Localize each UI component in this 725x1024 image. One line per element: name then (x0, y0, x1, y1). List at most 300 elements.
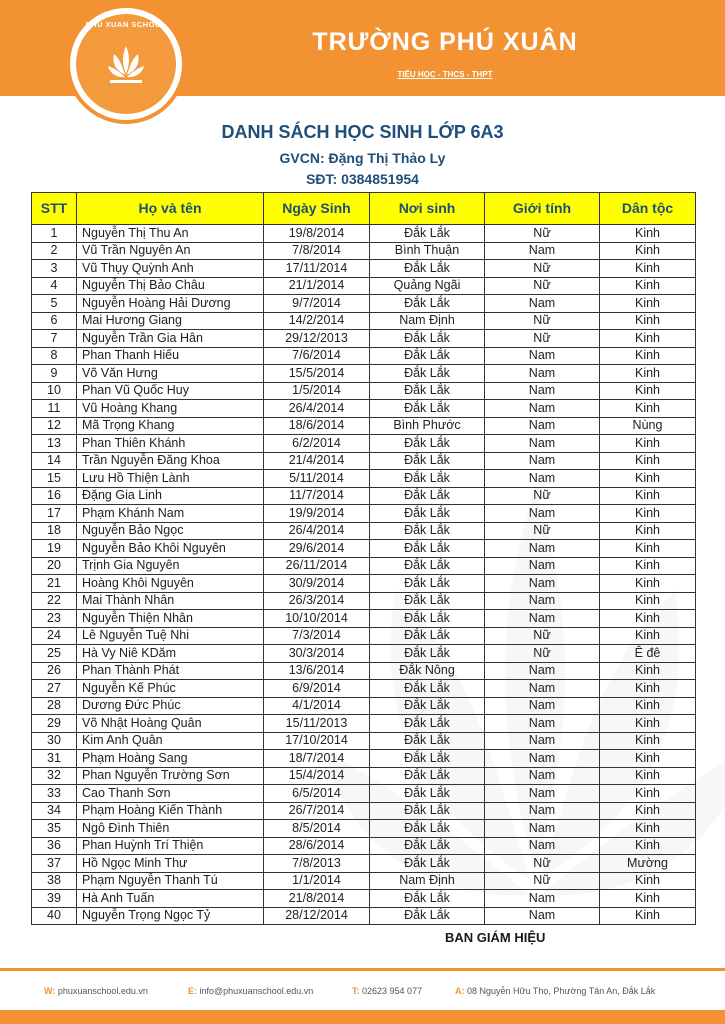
birthplace-cell: Đắk Lắk (370, 890, 485, 908)
gender-cell: Nam (485, 400, 600, 418)
birthdate-cell: 26/3/2014 (264, 592, 370, 610)
ethnicity-cell: Kinh (600, 470, 696, 488)
gender-cell: Nữ (485, 627, 600, 645)
ethnicity-cell: Kinh (600, 557, 696, 575)
logo-text: PHU XUAN SCHOOL (85, 20, 167, 29)
ethnicity-cell: Kinh (600, 872, 696, 890)
stt-cell: 10 (32, 382, 77, 400)
ethnicity-cell: Kinh (600, 330, 696, 348)
table-row (32, 417, 696, 435)
birthdate-cell: 26/4/2014 (264, 522, 370, 540)
table-row (32, 382, 696, 400)
birthplace-cell: Đắk Lắk (370, 837, 485, 855)
birthplace-cell: Đắk Nông (370, 662, 485, 680)
stt-cell: 30 (32, 732, 77, 750)
name-cell: Mai Hương Giang (77, 312, 264, 330)
table-row (32, 785, 696, 803)
address-text: 08 Nguyễn Hữu Thọ, Phường Tân An, Đắk Lắk (467, 986, 656, 996)
name-cell: Nguyễn Bảo Khôi Nguyên (77, 540, 264, 558)
stt-cell: 2 (32, 242, 77, 260)
birthplace-cell: Đắk Lắk (370, 855, 485, 873)
column-header-gender: Giới tính (485, 193, 600, 225)
birthplace-cell: Đắk Lắk (370, 540, 485, 558)
birthdate-cell: 11/7/2014 (264, 487, 370, 505)
stt-cell: 14 (32, 452, 77, 470)
footer-phone (352, 986, 422, 996)
name-cell: Phan Thanh Hiếu (77, 347, 264, 365)
phone-label: T: (352, 986, 360, 996)
name-cell: Phạm Khánh Nam (77, 505, 264, 523)
birthplace-cell: Đắk Lắk (370, 400, 485, 418)
stt-cell: 18 (32, 522, 77, 540)
birthplace-cell: Đắk Lắk (370, 697, 485, 715)
ethnicity-cell: Kinh (600, 837, 696, 855)
name-cell: Phạm Hoàng Sang (77, 750, 264, 768)
table-row (32, 225, 696, 243)
school-name: TRƯỜNG PHÚ XUÂN (312, 28, 578, 56)
table-row (32, 522, 696, 540)
birthdate-cell: 18/7/2014 (264, 750, 370, 768)
stt-cell: 9 (32, 365, 77, 383)
ethnicity-cell: Kinh (600, 680, 696, 698)
birthdate-cell: 8/5/2014 (264, 820, 370, 838)
name-cell: Vũ Thụy Quỳnh Anh (77, 260, 264, 278)
ethnicity-cell: Kinh (600, 487, 696, 505)
gender-cell: Nam (485, 697, 600, 715)
column-header-name: Họ và tên (77, 193, 264, 225)
ethnicity-cell: Kinh (600, 750, 696, 768)
table-row (32, 610, 696, 628)
name-cell: Đặng Gia Linh (77, 487, 264, 505)
stt-cell: 29 (32, 715, 77, 733)
table-row (32, 750, 696, 768)
ethnicity-cell: Kinh (600, 260, 696, 278)
gender-cell: Nam (485, 592, 600, 610)
gender-cell: Nam (485, 890, 600, 908)
table-row (32, 330, 696, 348)
gender-cell: Nam (485, 837, 600, 855)
table-row (32, 242, 696, 260)
address-label: A: (455, 986, 465, 996)
stt-cell: 17 (32, 505, 77, 523)
birthplace-cell: Đắk Lắk (370, 627, 485, 645)
stt-cell: 32 (32, 767, 77, 785)
gender-cell: Nam (485, 347, 600, 365)
gender-cell: Nam (485, 680, 600, 698)
stt-cell: 24 (32, 627, 77, 645)
birthdate-cell: 6/2/2014 (264, 435, 370, 453)
birthdate-cell: 1/1/2014 (264, 872, 370, 890)
table-row (32, 452, 696, 470)
ethnicity-cell: Kinh (600, 365, 696, 383)
table-row (32, 802, 696, 820)
school-levels: TIỂU HỌC - THCS - THPT (397, 70, 493, 79)
birthplace-cell: Đắk Lắk (370, 785, 485, 803)
birthdate-cell: 6/9/2014 (264, 680, 370, 698)
footer-website[interactable] (44, 986, 148, 996)
column-header-stt: STT (32, 193, 77, 225)
stt-cell: 1 (32, 225, 77, 243)
gender-cell: Nam (485, 662, 600, 680)
ethnicity-cell: Kinh (600, 575, 696, 593)
table-row (32, 645, 696, 663)
footer-address (455, 986, 655, 996)
ethnicity-cell: Kinh (600, 522, 696, 540)
table-row (32, 260, 696, 278)
ethnicity-cell: Nùng (600, 417, 696, 435)
ethnicity-cell: Kinh (600, 505, 696, 523)
gender-cell: Nam (485, 435, 600, 453)
gender-cell: Nữ (485, 330, 600, 348)
ethnicity-cell: Kinh (600, 802, 696, 820)
name-cell: Nguyễn Thị Thu An (77, 225, 264, 243)
table-row (32, 505, 696, 523)
gender-cell: Nam (485, 750, 600, 768)
ethnicity-cell: Kinh (600, 610, 696, 628)
birthplace-cell: Đắk Lắk (370, 452, 485, 470)
name-cell: Nguyễn Thiện Nhân (77, 610, 264, 628)
birthplace-cell: Đắk Lắk (370, 715, 485, 733)
name-cell: Hồ Ngọc Minh Thư (77, 855, 264, 873)
table-row (32, 907, 696, 925)
table-row (32, 312, 696, 330)
table-row (32, 837, 696, 855)
ethnicity-cell: Mường (600, 855, 696, 873)
ethnicity-cell: Kinh (600, 627, 696, 645)
logo-emblem (76, 14, 176, 114)
gender-cell: Nam (485, 732, 600, 750)
gender-cell: Nam (485, 365, 600, 383)
name-cell: Kim Anh Quân (77, 732, 264, 750)
phone-text: 02623 954 077 (362, 986, 423, 996)
gender-cell: Nam (485, 802, 600, 820)
footer (0, 986, 725, 1002)
stt-cell: 19 (32, 540, 77, 558)
school-logo (66, 4, 186, 124)
website-label: W: (44, 986, 56, 996)
name-cell: Lưu Hồ Thiện Lành (77, 470, 264, 488)
name-cell: Trần Nguyễn Đăng Khoa (77, 452, 264, 470)
birthplace-cell: Đắk Lắk (370, 260, 485, 278)
birthdate-cell: 21/8/2014 (264, 890, 370, 908)
birthdate-cell: 7/6/2014 (264, 347, 370, 365)
gender-cell: Nữ (485, 855, 600, 873)
name-cell: Vũ Hoàng Khang (77, 400, 264, 418)
table-row (32, 732, 696, 750)
name-cell: Mã Trọng Khang (77, 417, 264, 435)
gender-cell: Nam (485, 820, 600, 838)
column-header-birthplace: Nơi sinh (370, 193, 485, 225)
name-cell: Phan Huỳnh Trí Thiện (77, 837, 264, 855)
gender-cell: Nữ (485, 522, 600, 540)
ethnicity-cell: Kinh (600, 312, 696, 330)
gender-cell: Nữ (485, 487, 600, 505)
name-cell: Võ Nhật Hoàng Quân (77, 715, 264, 733)
birthdate-cell: 26/4/2014 (264, 400, 370, 418)
name-cell: Hoàng Khôi Nguyên (77, 575, 264, 593)
birthplace-cell: Đắk Lắk (370, 295, 485, 313)
document-title: DANH SÁCH HỌC SINH LỚP 6A3 (221, 122, 504, 142)
ethnicity-cell: Kinh (600, 295, 696, 313)
stt-cell: 16 (32, 487, 77, 505)
ethnicity-cell: Kinh (600, 715, 696, 733)
homeroom-teacher: GVCN: Đặng Thị Thảo Ly (279, 150, 446, 166)
ethnicity-cell: Kinh (600, 662, 696, 680)
birthdate-cell: 30/3/2014 (264, 645, 370, 663)
birthplace-cell: Bình Thuận (370, 242, 485, 260)
stt-cell: 7 (32, 330, 77, 348)
birthdate-cell: 10/10/2014 (264, 610, 370, 628)
name-cell: Phan Nguyễn Trường Sơn (77, 767, 264, 785)
stt-cell: 15 (32, 470, 77, 488)
gender-cell: Nam (485, 452, 600, 470)
birthdate-cell: 29/12/2013 (264, 330, 370, 348)
ethnicity-cell: Kinh (600, 242, 696, 260)
ethnicity-cell: Kinh (600, 785, 696, 803)
birthdate-cell: 6/5/2014 (264, 785, 370, 803)
name-cell: Võ Văn Hưng (77, 365, 264, 383)
stt-cell: 31 (32, 750, 77, 768)
birthdate-cell: 28/12/2014 (264, 907, 370, 925)
table-row (32, 715, 696, 733)
birthplace-cell: Nam Định (370, 312, 485, 330)
ethnicity-cell: Kinh (600, 767, 696, 785)
name-cell: Nguyễn Trần Gia Hân (77, 330, 264, 348)
birthplace-cell: Đắk Lắk (370, 767, 485, 785)
gender-cell: Nam (485, 575, 600, 593)
gender-cell: Nam (485, 767, 600, 785)
name-cell: Nguyễn Bảo Ngọc (77, 522, 264, 540)
name-cell: Phan Thành Phát (77, 662, 264, 680)
website-text: phuxuanschool.edu.vn (57, 986, 148, 996)
stt-cell: 8 (32, 347, 77, 365)
stt-cell: 13 (32, 435, 77, 453)
gender-cell: Nam (485, 505, 600, 523)
table-row (32, 872, 696, 890)
stt-cell: 3 (32, 260, 77, 278)
name-cell: Vũ Trần Nguyên An (77, 242, 264, 260)
birthplace-cell: Quảng Ngãi (370, 277, 485, 295)
table-row (32, 697, 696, 715)
birthplace-cell: Đắk Lắk (370, 750, 485, 768)
ethnicity-cell: Kinh (600, 540, 696, 558)
ethnicity-cell: Kinh (600, 592, 696, 610)
birthdate-cell: 17/10/2014 (264, 732, 370, 750)
birthplace-cell: Đắk Lắk (370, 575, 485, 593)
lotus-icon (96, 34, 156, 94)
birthdate-cell: 13/6/2014 (264, 662, 370, 680)
gender-cell: Nam (485, 715, 600, 733)
stt-cell: 20 (32, 557, 77, 575)
birthplace-cell: Đắk Lắk (370, 435, 485, 453)
birthdate-cell: 5/11/2014 (264, 470, 370, 488)
birthplace-cell: Đắk Lắk (370, 732, 485, 750)
ethnicity-cell: Kinh (600, 907, 696, 925)
name-cell: Phạm Nguyễn Thanh Tú (77, 872, 264, 890)
table-row (32, 627, 696, 645)
name-cell: Nguyễn Thị Bảo Châu (77, 277, 264, 295)
birthplace-cell: Đắk Lắk (370, 610, 485, 628)
table-row (32, 540, 696, 558)
ethnicity-cell: Kinh (600, 890, 696, 908)
birthplace-cell: Đắk Lắk (370, 505, 485, 523)
stt-cell: 12 (32, 417, 77, 435)
birthdate-cell: 19/9/2014 (264, 505, 370, 523)
name-cell: Cao Thanh Sơn (77, 785, 264, 803)
birthplace-cell: Đắk Lắk (370, 802, 485, 820)
table-header-row (32, 193, 696, 225)
table-row (32, 277, 696, 295)
name-cell: Hà Vy Niê KDăm (77, 645, 264, 663)
table-row (32, 890, 696, 908)
stt-cell: 25 (32, 645, 77, 663)
gender-cell: Nam (485, 610, 600, 628)
stt-cell: 34 (32, 802, 77, 820)
birthdate-cell: 26/11/2014 (264, 557, 370, 575)
birthplace-cell: Đắk Lắk (370, 680, 485, 698)
table-row (32, 855, 696, 873)
stt-cell: 38 (32, 872, 77, 890)
table-row (32, 767, 696, 785)
stt-cell: 4 (32, 277, 77, 295)
stt-cell: 40 (32, 907, 77, 925)
name-cell: Trịnh Gia Nguyên (77, 557, 264, 575)
birthplace-cell: Đắk Lắk (370, 365, 485, 383)
birthplace-cell: Nam Định (370, 872, 485, 890)
birthdate-cell: 21/4/2014 (264, 452, 370, 470)
birthdate-cell: 26/7/2014 (264, 802, 370, 820)
birthdate-cell: 14/2/2014 (264, 312, 370, 330)
gender-cell: Nam (485, 417, 600, 435)
birthplace-cell: Đắk Lắk (370, 592, 485, 610)
footer-band (0, 1010, 725, 1024)
gender-cell: Nam (485, 242, 600, 260)
footer-email[interactable] (188, 986, 313, 996)
teacher-phone: SĐT: 0384851954 (306, 171, 419, 187)
table-row (32, 400, 696, 418)
gender-cell: Nam (485, 907, 600, 925)
table-row (32, 662, 696, 680)
birthplace-cell: Đắk Lắk (370, 522, 485, 540)
birthplace-cell: Đắk Lắk (370, 382, 485, 400)
table-row (32, 487, 696, 505)
table-body (32, 225, 696, 925)
ethnicity-cell: Kinh (600, 452, 696, 470)
gender-cell: Nam (485, 295, 600, 313)
ethnicity-cell: Kinh (600, 435, 696, 453)
stt-cell: 23 (32, 610, 77, 628)
ethnicity-cell: Ê đê (600, 645, 696, 663)
name-cell: Dương Đức Phúc (77, 697, 264, 715)
stt-cell: 36 (32, 837, 77, 855)
stt-cell: 6 (32, 312, 77, 330)
gender-cell: Nữ (485, 872, 600, 890)
student-roster-table (31, 192, 696, 925)
birthplace-cell: Đắk Lắk (370, 330, 485, 348)
stt-cell: 26 (32, 662, 77, 680)
birthdate-cell: 29/6/2014 (264, 540, 370, 558)
table-row (32, 435, 696, 453)
stt-cell: 27 (32, 680, 77, 698)
name-cell: Phạm Hoàng Kiến Thành (77, 802, 264, 820)
birthdate-cell: 21/1/2014 (264, 277, 370, 295)
name-cell: Phan Thiên Khánh (77, 435, 264, 453)
birthdate-cell: 19/8/2014 (264, 225, 370, 243)
name-cell: Phan Vũ Quốc Huy (77, 382, 264, 400)
birthplace-cell: Đắk Lắk (370, 645, 485, 663)
column-header-ethnicity: Dân tộc (600, 193, 696, 225)
name-cell: Nguyễn Hoàng Hải Dương (77, 295, 264, 313)
birthplace-cell: Đắk Lắk (370, 487, 485, 505)
stt-cell: 5 (32, 295, 77, 313)
ethnicity-cell: Kinh (600, 277, 696, 295)
name-cell: Mai Thành Nhân (77, 592, 264, 610)
table-row (32, 557, 696, 575)
gender-cell: Nam (485, 557, 600, 575)
signature-label: BAN GIÁM HIỆU (445, 930, 546, 945)
birthdate-cell: 7/8/2013 (264, 855, 370, 873)
table-row (32, 470, 696, 488)
birthdate-cell: 18/6/2014 (264, 417, 370, 435)
stt-cell: 28 (32, 697, 77, 715)
name-cell: Hà Anh Tuấn (77, 890, 264, 908)
gender-cell: Nữ (485, 225, 600, 243)
table-row (32, 592, 696, 610)
birthdate-cell: 15/11/2013 (264, 715, 370, 733)
stt-cell: 21 (32, 575, 77, 593)
ethnicity-cell: Kinh (600, 225, 696, 243)
stt-cell: 35 (32, 820, 77, 838)
ethnicity-cell: Kinh (600, 400, 696, 418)
table-row (32, 820, 696, 838)
ethnicity-cell: Kinh (600, 697, 696, 715)
table-row (32, 295, 696, 313)
table-row (32, 365, 696, 383)
birthdate-cell: 1/5/2014 (264, 382, 370, 400)
ethnicity-cell: Kinh (600, 732, 696, 750)
stt-cell: 22 (32, 592, 77, 610)
email-label: E: (188, 986, 197, 996)
birthdate-cell: 30/9/2014 (264, 575, 370, 593)
gender-cell: Nữ (485, 260, 600, 278)
birthdate-cell: 28/6/2014 (264, 837, 370, 855)
gender-cell: Nam (485, 470, 600, 488)
email-text: info@phuxuanschool.edu.vn (199, 986, 314, 996)
ethnicity-cell: Kinh (600, 382, 696, 400)
birthplace-cell: Đắk Lắk (370, 907, 485, 925)
gender-cell: Nam (485, 382, 600, 400)
stt-cell: 33 (32, 785, 77, 803)
table-row (32, 347, 696, 365)
name-cell: Ngô Đình Thiên (77, 820, 264, 838)
table-row (32, 680, 696, 698)
birthplace-cell: Bình Phước (370, 417, 485, 435)
birthdate-cell: 4/1/2014 (264, 697, 370, 715)
ethnicity-cell: Kinh (600, 347, 696, 365)
birthplace-cell: Đắk Lắk (370, 470, 485, 488)
column-header-birthdate: Ngày Sinh (264, 193, 370, 225)
gender-cell: Nam (485, 540, 600, 558)
gender-cell: Nam (485, 785, 600, 803)
gender-cell: Nữ (485, 312, 600, 330)
birthdate-cell: 15/4/2014 (264, 767, 370, 785)
stt-cell: 39 (32, 890, 77, 908)
name-cell: Nguyễn Kế Phúc (77, 680, 264, 698)
ethnicity-cell: Kinh (600, 820, 696, 838)
stt-cell: 37 (32, 855, 77, 873)
birthplace-cell: Đắk Lắk (370, 820, 485, 838)
birthdate-cell: 9/7/2014 (264, 295, 370, 313)
